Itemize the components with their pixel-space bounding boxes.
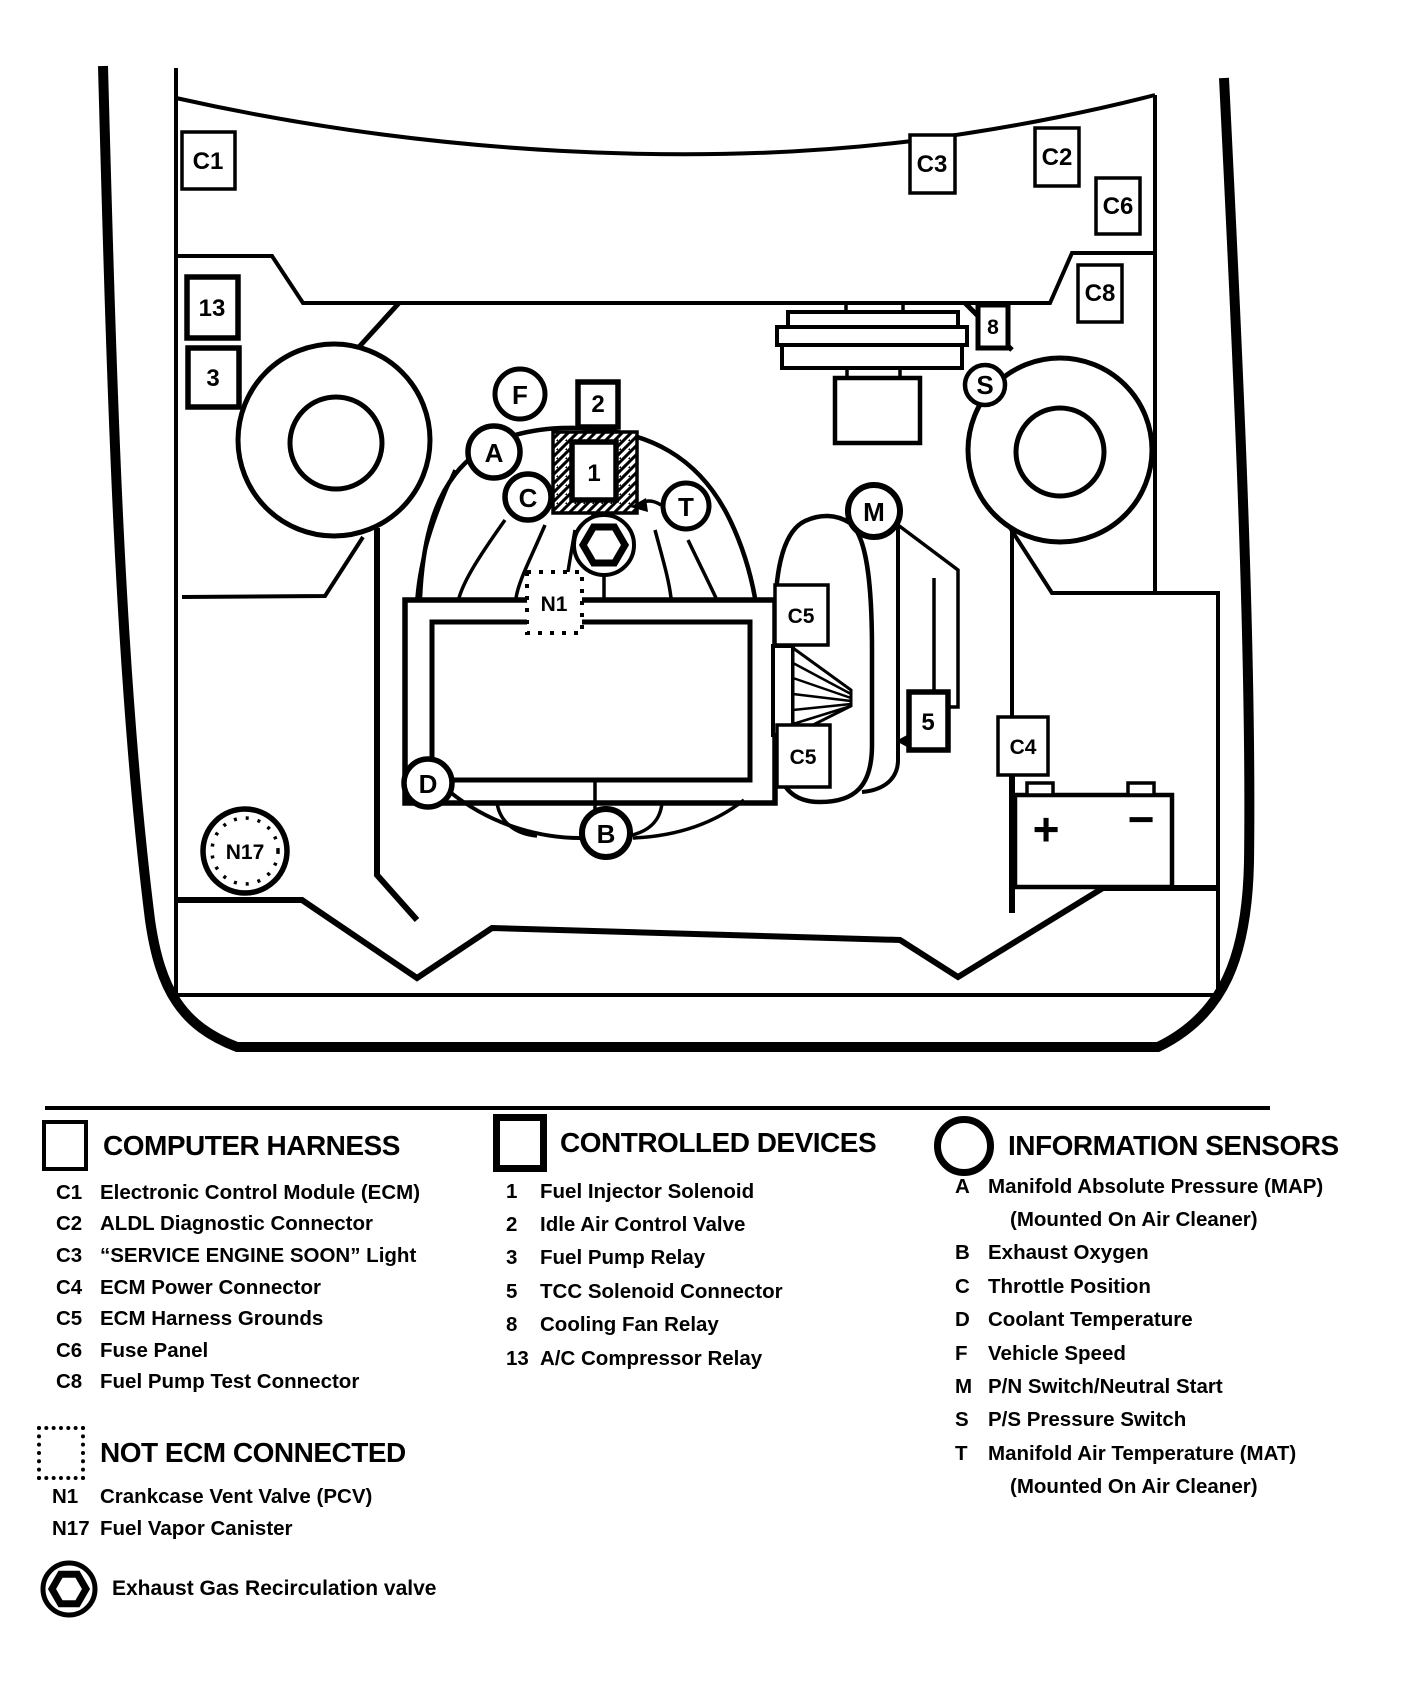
left-wheel-inner <box>290 397 382 489</box>
not-ecm-header <box>37 1426 406 1480</box>
legend-information-sensors <box>934 1116 1339 1176</box>
item-label: ECM Harness Grounds <box>100 1307 324 1331</box>
item-key: C6 <box>56 1338 83 1362</box>
legend-item <box>955 1437 1323 1470</box>
item-key: C <box>955 1274 970 1298</box>
computer-harness-title: COMPUTER HARNESS <box>103 1129 400 1161</box>
sensor-c-label: C <box>518 483 538 513</box>
sensor-s-label: S <box>976 370 994 400</box>
left-frame-notch <box>182 537 363 597</box>
item-key: N17 <box>52 1517 90 1540</box>
item-key: C1 <box>56 1180 83 1204</box>
legend-controlled-devices <box>493 1114 876 1172</box>
item-key: 13 <box>506 1346 529 1370</box>
throttle-body <box>835 378 920 443</box>
computer-harness-square-icon <box>42 1120 88 1171</box>
legend-item <box>56 1177 420 1209</box>
legend-item <box>506 1175 783 1208</box>
item-key: C3 <box>56 1243 83 1267</box>
item-key: N1 <box>52 1485 79 1508</box>
device-box-5-label: 5 <box>921 709 935 736</box>
legend-item <box>52 1481 372 1513</box>
item-key: C4 <box>56 1275 83 1299</box>
c4-label: C4 <box>1009 736 1037 759</box>
item-key: C5 <box>56 1307 83 1331</box>
battery-minus-sign: − <box>1127 793 1155 845</box>
legend-item <box>955 1471 1323 1504</box>
item-label: Crankcase Vent Valve (PCV) <box>100 1485 373 1508</box>
aircleaner-lid <box>788 312 958 327</box>
information-sensors-circle-icon <box>934 1116 994 1176</box>
sensor-m-label: M <box>863 497 885 527</box>
legend-item <box>955 1203 1323 1236</box>
item-label: Fuel Vapor Canister <box>100 1517 293 1540</box>
legend-item <box>955 1237 1323 1270</box>
right-wheel-inner <box>1016 408 1104 496</box>
item-key: 5 <box>506 1279 518 1303</box>
legend-item <box>955 1370 1323 1403</box>
legend-not-ecm <box>37 1426 406 1480</box>
pan-curve-mid-right <box>628 803 662 836</box>
legend-item <box>56 1272 420 1304</box>
controlled-devices-header <box>493 1114 876 1172</box>
item-key: 3 <box>506 1246 518 1270</box>
sensor-t-label: T <box>678 492 694 522</box>
valve-cover-outer <box>405 600 775 803</box>
aircleaner-housing <box>777 327 967 345</box>
c1-label: C1 <box>192 148 224 175</box>
item-key: A <box>955 1174 970 1198</box>
cv-boot-base <box>773 646 793 735</box>
firewall-left-brace <box>358 303 399 348</box>
egr-hex-circle-icon <box>38 1558 100 1620</box>
item-label: TCC Solenoid Connector <box>540 1279 783 1303</box>
c6-label: C6 <box>1102 193 1134 220</box>
controlled-devices-items <box>506 1175 783 1375</box>
device-box-13-label: 13 <box>198 295 226 322</box>
legend-item <box>955 1404 1323 1437</box>
item-label: P/S Pressure Switch <box>988 1408 1187 1432</box>
item-label: “SERVICE ENGINE SOON” Light <box>100 1243 417 1267</box>
item-label: ALDL Diagnostic Connector <box>100 1212 373 1236</box>
plug-wire-5 <box>655 530 671 598</box>
item-label: Exhaust Oxygen <box>988 1241 1149 1265</box>
item-key: S <box>955 1408 969 1432</box>
computer-harness-items <box>56 1177 420 1398</box>
item-label: Fuel Pump Test Connector <box>100 1370 360 1394</box>
item-label: Vehicle Speed <box>988 1341 1126 1365</box>
legend-computer-harness <box>42 1120 400 1171</box>
device-box-2-label: 2 <box>591 391 605 418</box>
information-sensors-header <box>934 1116 1339 1176</box>
not-ecm-dotted-square-icon <box>37 1426 85 1480</box>
device-box-8-label: 8 <box>987 316 999 339</box>
item-key: 1 <box>506 1179 518 1203</box>
battery-terminal-pos <box>1027 783 1053 795</box>
aircleaner-base <box>782 345 962 368</box>
legend-divider <box>45 1106 1270 1110</box>
legend-item <box>955 1304 1323 1337</box>
not-ecm-title: NOT ECM CONNECTED <box>100 1437 406 1468</box>
n1-label: N1 <box>540 593 568 616</box>
item-label: ECM Power Connector <box>100 1275 321 1299</box>
legend-item <box>955 1170 1323 1203</box>
front-crossmember-zigzag <box>176 888 1218 978</box>
item-label: Fuel Injector Solenoid <box>540 1179 755 1203</box>
plug-wire-2 <box>459 520 505 598</box>
legend-item <box>506 1242 783 1275</box>
legend-item <box>56 1209 420 1241</box>
controlled-devices-square-icon <box>493 1114 547 1172</box>
item-label: Manifold Absolute Pressure (MAP) <box>988 1174 1324 1198</box>
c5-upper-label: C5 <box>787 605 815 628</box>
item-key: 2 <box>506 1213 518 1237</box>
item-label: (Mounted On Air Cleaner) <box>1010 1475 1258 1499</box>
tcc-bracket-line <box>898 525 958 707</box>
item-label: Throttle Position <box>988 1274 1151 1298</box>
c2-label: C2 <box>1041 144 1073 171</box>
firewall-line <box>176 253 1155 303</box>
controlled-devices-title: CONTROLLED DEVICES <box>560 1127 877 1158</box>
legend-item <box>52 1513 372 1545</box>
sensor-a-label: A <box>484 438 504 468</box>
device-box-3-label: 3 <box>206 365 220 392</box>
computer-harness-header <box>42 1120 400 1171</box>
legend-item <box>56 1367 420 1399</box>
legend-item <box>955 1337 1323 1370</box>
legend-item <box>506 1342 783 1375</box>
item-key: M <box>955 1375 973 1399</box>
sensor-b-label: B <box>596 819 616 849</box>
legend-item <box>506 1208 783 1241</box>
item-key: T <box>955 1441 968 1465</box>
item-key: 8 <box>506 1313 518 1337</box>
item-label: Fuel Pump Relay <box>540 1246 706 1270</box>
legend-item <box>56 1240 420 1272</box>
item-key: F <box>955 1341 968 1365</box>
item-key: C8 <box>56 1370 83 1394</box>
item-label: A/C Compressor Relay <box>540 1346 763 1370</box>
not-ecm-items <box>52 1481 372 1545</box>
item-label: (Mounted On Air Cleaner) <box>1010 1208 1258 1232</box>
cowl-top-curve <box>176 95 1155 154</box>
sensor-f-label: F <box>512 380 528 410</box>
item-label: Manifold Air Temperature (MAT) <box>988 1441 1297 1465</box>
sensor-d-label: D <box>418 769 438 799</box>
item-key: B <box>955 1241 970 1265</box>
legend-item <box>955 1270 1323 1303</box>
c3-label: C3 <box>916 151 948 178</box>
information-sensors-items <box>955 1170 1323 1504</box>
legend-item <box>506 1309 783 1342</box>
item-label: Electronic Control Module (ECM) <box>100 1180 421 1204</box>
plug-wire-6 <box>688 540 716 598</box>
item-label: Fuse Panel <box>100 1338 209 1362</box>
legend-item <box>56 1335 420 1367</box>
battery-plus-sign: + <box>1032 803 1060 855</box>
item-label: Coolant Temperature <box>988 1308 1193 1332</box>
item-label: Idle Air Control Valve <box>540 1213 746 1237</box>
c8-label: C8 <box>1084 280 1116 307</box>
legend-item <box>506 1275 783 1308</box>
n17-label: N17 <box>225 841 265 864</box>
c5-lower-label: C5 <box>789 746 817 769</box>
item-key: D <box>955 1308 970 1332</box>
legend-item <box>56 1303 420 1335</box>
egr-label: Exhaust Gas Recirculation valve <box>112 1577 437 1600</box>
device-box-1-label: 1 <box>587 460 601 487</box>
item-key: C2 <box>56 1212 83 1236</box>
item-label: Cooling Fan Relay <box>540 1313 719 1337</box>
legend-egr <box>38 1558 436 1620</box>
item-label: P/N Switch/Neutral Start <box>988 1375 1223 1399</box>
information-sensors-title: INFORMATION SENSORS <box>1008 1130 1339 1161</box>
